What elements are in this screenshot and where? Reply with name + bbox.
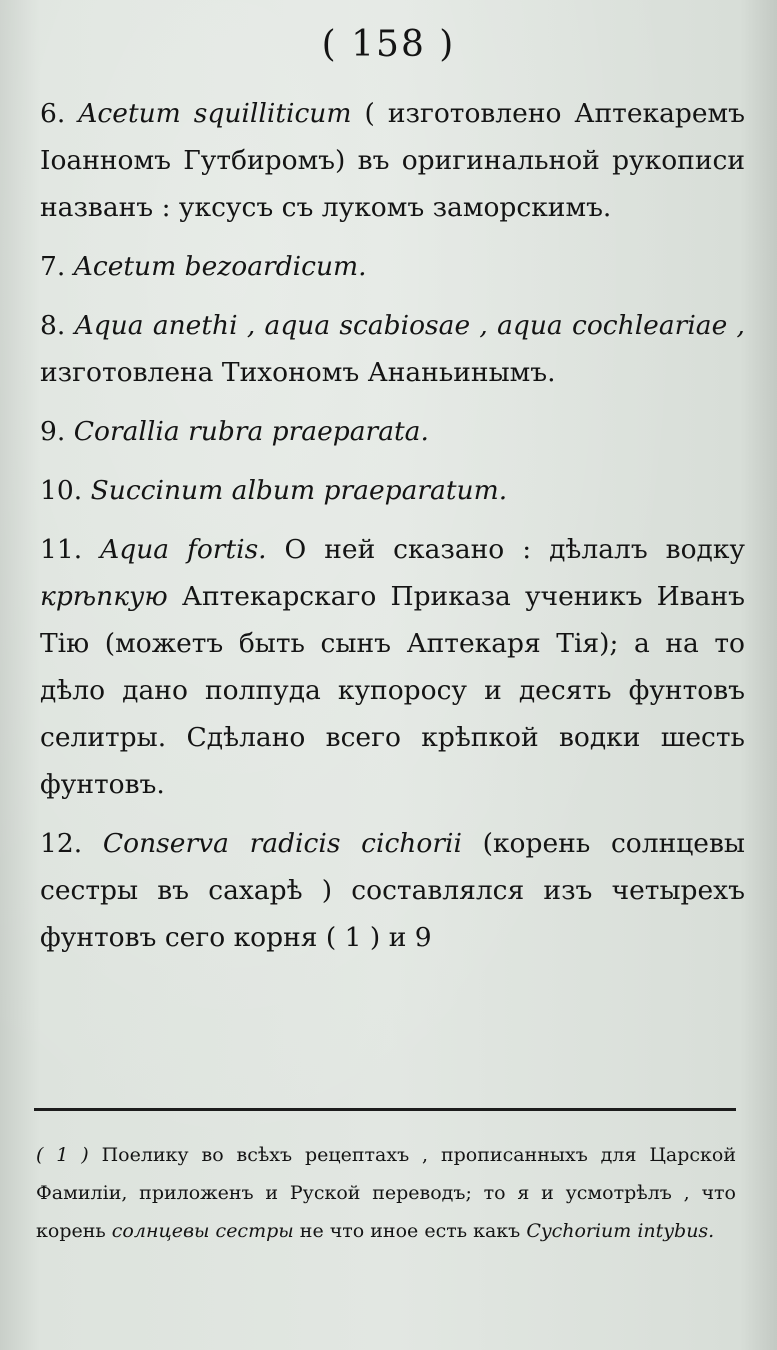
entry-latin-name: Succinum album praeparatum. bbox=[90, 475, 508, 506]
entry-9 bbox=[40, 408, 745, 455]
entry-text: изготовлена Тихономъ Ананьинымъ. bbox=[40, 357, 556, 388]
footnote-text: Поелику во всѣхъ рецептахъ , прописанныхъ для Царской Фамиліи, приложенъ и Руской переводъ; то я и усмотрѣлъ , что корень bbox=[36, 1144, 736, 1242]
entry-italic-word: крѣпкую bbox=[40, 581, 168, 612]
entry-number: 7. bbox=[40, 251, 66, 282]
entry-latin-name: Acetum squilliticum bbox=[78, 98, 352, 129]
entry-latin-name: Acetum bezoardicum. bbox=[73, 251, 367, 282]
entry-number: 8. bbox=[40, 310, 66, 341]
entry-number: 11. bbox=[40, 534, 83, 565]
entry-number: 6. bbox=[40, 98, 66, 129]
entry-12 bbox=[40, 820, 745, 961]
entry-number: 9. bbox=[40, 416, 66, 447]
entry-latin-name: Conserva radicis cichorii bbox=[102, 828, 462, 859]
footnote-text-continued: не что иное есть какъ bbox=[293, 1220, 527, 1242]
entry-text: ( изготовлено Аптекаремъ Іоанномъ Гутбиромъ) въ оригинальной рукописи названъ : уксусъ съ лукомъ заморскимъ. bbox=[40, 98, 745, 223]
footnote-divider bbox=[34, 1108, 736, 1111]
entry-number: 10. bbox=[40, 475, 83, 506]
entry-11 bbox=[40, 526, 745, 808]
footnote-marker: ( 1 ) bbox=[36, 1144, 89, 1166]
entry-latin-name: Corallia rubra praeparata. bbox=[73, 416, 429, 447]
footnote bbox=[36, 1136, 736, 1250]
entry-number: 12. bbox=[40, 828, 83, 859]
entry-6 bbox=[40, 90, 745, 231]
footnote-latin-term: Cychorium intybus. bbox=[526, 1220, 715, 1242]
entry-text: О ней сказано : дѣлалъ водку bbox=[266, 534, 745, 565]
entry-latin-name: Aqua fortis. bbox=[100, 534, 267, 565]
entry-latin-name: Aqua anethi , aqua scabiosae , aqua cochleariae , bbox=[74, 310, 745, 341]
entry-list bbox=[40, 90, 745, 973]
entry-10 bbox=[40, 467, 745, 514]
page-number: ( 158 ) bbox=[321, 24, 456, 65]
footnote-italic-term: солнцевы сестры bbox=[111, 1220, 294, 1242]
entry-text-continued: Аптекарскаго Приказа ученикъ Иванъ Тію (можетъ быть сынъ Аптекаря Тія); а на то дѣло дано полпуда купоросу и десять фунтовъ селитры. Сдѣлано всего крѣпкой водки шесть фунтовъ. bbox=[40, 581, 745, 800]
entry-text: (корень солнцевы сестры въ сахарѣ ) составлялся изъ четырехъ фунтовъ сего корня ( 1 ) и 9 bbox=[40, 828, 745, 953]
entry-7 bbox=[40, 243, 745, 290]
entry-8 bbox=[40, 302, 745, 396]
